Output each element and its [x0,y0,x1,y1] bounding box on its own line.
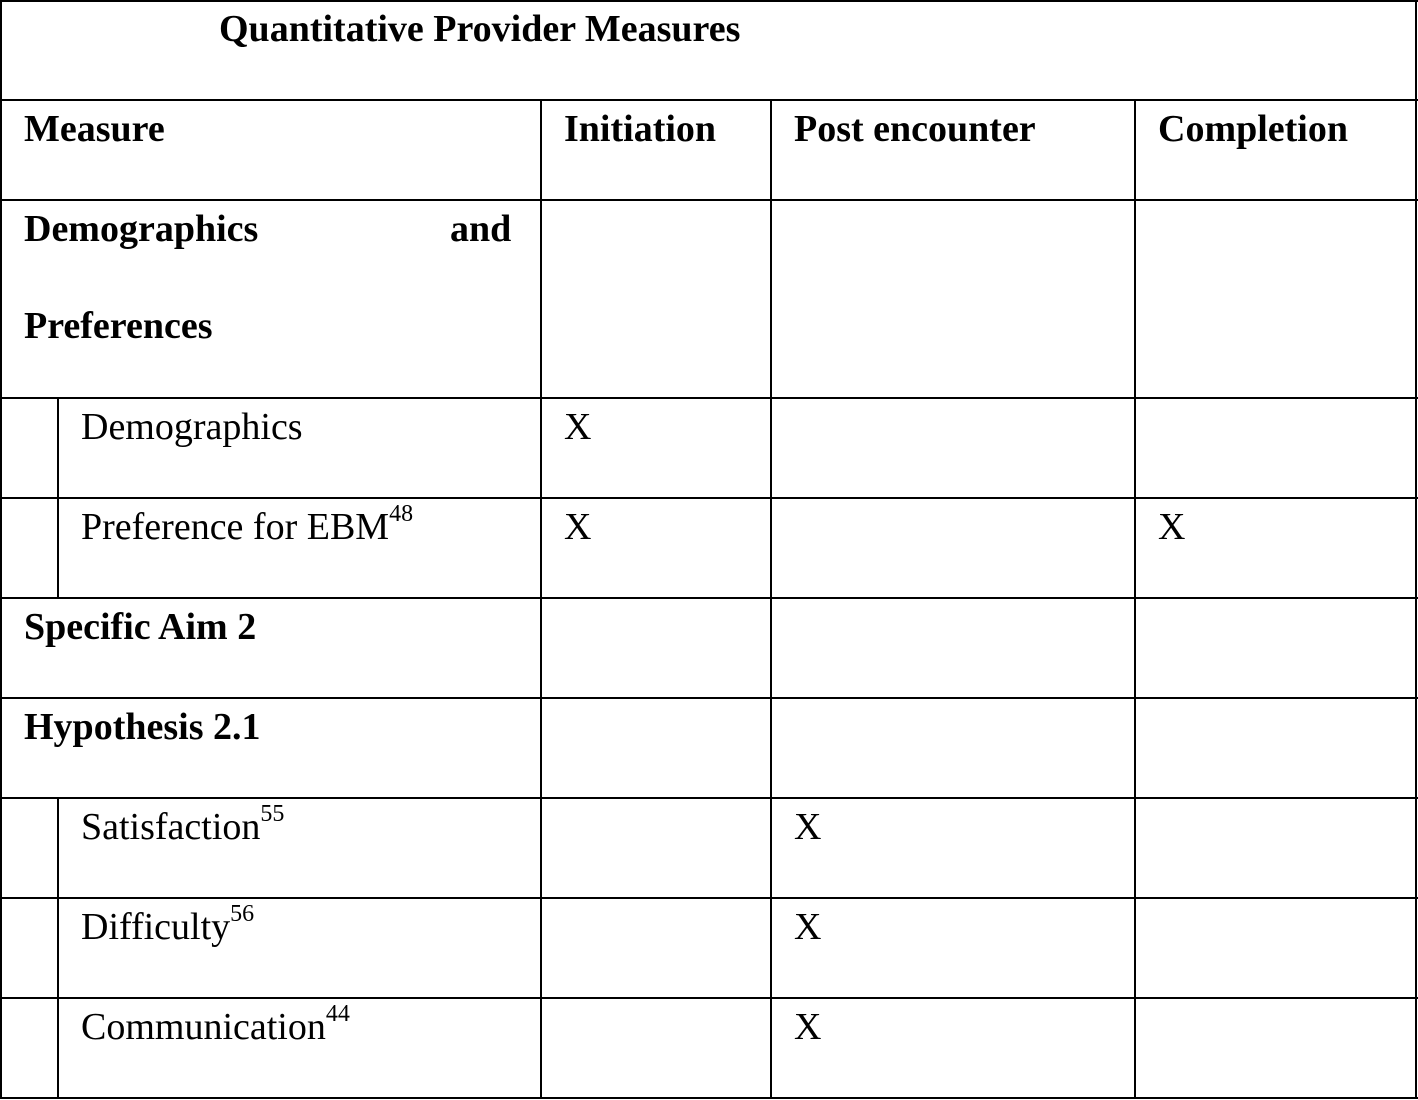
header-post-encounter: Post encounter [794,108,1036,150]
row-divider [0,199,1418,201]
column-divider [1134,99,1136,1099]
indent-divider [57,397,59,597]
row-label-difficulty: Difficulty$^{56}$ [81,901,255,948]
row-divider [0,697,1418,699]
cell-communication-post-encounter: X [794,1006,822,1048]
row-divider [0,997,1418,999]
table-border-left [0,0,2,1099]
row-label-demographics-and-preferences-2: Preferences [24,305,213,347]
row-divider [0,497,1418,499]
indent-divider [57,797,59,1099]
row-label-demographics-and-preferences-1a: Demographics [24,208,259,250]
citation-superscript: 55 [260,801,285,828]
row-label-specific-aim-2: Specific Aim 2 [24,606,257,648]
table-border-right [1415,0,1417,1099]
header-initiation: Initiation [564,108,717,150]
row-label-satisfaction: Satisfaction$^{55}$ [81,801,285,848]
row-label-demographics: Demographics [81,406,303,448]
table-border-top [0,0,1418,2]
row-divider [0,897,1418,899]
cell-preference-completion: X [1158,506,1186,548]
row-divider [0,597,1418,599]
row-label-hypothesis-2-1: Hypothesis 2.1 [24,706,261,748]
row-label-preference-for-ebm: Preference for EBM$^{48}$ [81,501,414,548]
row-divider [0,797,1418,799]
header-completion: Completion [1158,108,1348,150]
cell-satisfaction-post-encounter: X [794,806,822,848]
column-divider [770,99,772,1099]
cell-preference-initiation: X [564,506,592,548]
cell-difficulty-post-encounter: X [794,906,822,948]
table-title: Quantitative Provider Measures [219,8,741,50]
row-divider [0,397,1418,399]
column-divider [540,99,542,1099]
citation-superscript: 48 [389,501,414,528]
table-border-bottom [0,1097,1418,1099]
cell-demographics-initiation: X [564,406,592,448]
row-label-communication: Communication$^{44}$ [81,1001,350,1048]
row-label-demographics-and-preferences-1b: and [450,208,512,250]
citation-superscript: 44 [325,1001,350,1028]
citation-superscript: 56 [230,901,255,928]
header-measure: Measure [24,108,165,150]
row-divider [0,99,1418,101]
